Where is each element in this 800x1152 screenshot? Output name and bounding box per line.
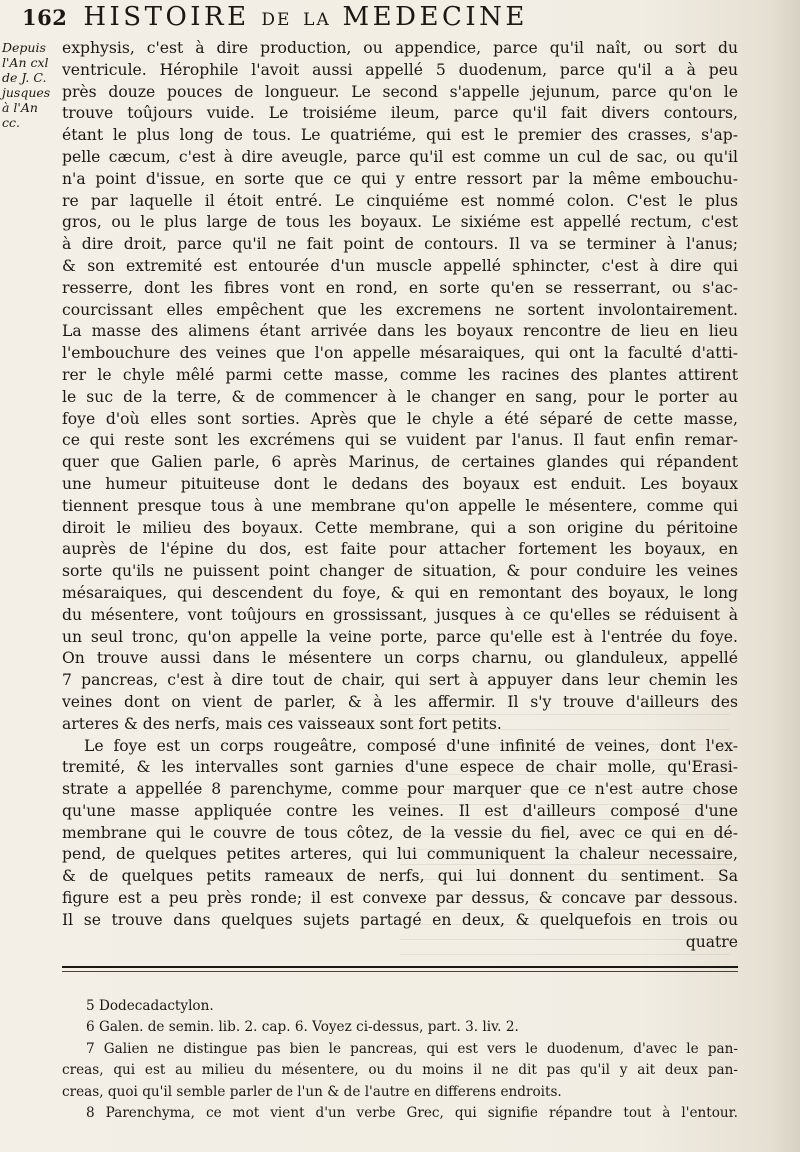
text-line: courcissant elles empêchent que les excremens ne sortent involontairement.: [62, 300, 738, 319]
catchword: quatre: [685, 932, 738, 951]
main-text: [62, 38, 738, 953]
footnote-6: 6 Galen. de semin. lib. 2. cap. 6. Voyez ci-dessus, part. 3. liv. 2.: [86, 1019, 519, 1036]
text-line: gros, ou le plus large de tous les boyaux. Le sixiéme est appellé rectum, c'est: [62, 213, 738, 232]
text-line: veines dont on vient de parler, & à les affermir. Il s'y trouve d'ailleurs des: [62, 692, 738, 711]
paragraph-liver: [62, 736, 738, 932]
footnote-rule: [62, 966, 738, 968]
footnote-5: 5 Dodecadactylon.: [86, 998, 214, 1014]
text-line: un seul tronc, qu'on appelle la veine porte, parce qu'elle est à l'entrée du foye.: [62, 627, 738, 646]
text-line: figure est a peu près ronde; il est convexe par dessus, & concave par dessous.: [62, 889, 738, 908]
footnotes: [62, 996, 738, 1124]
margin-note-line: Depuis: [2, 40, 46, 55]
text-line: le suc de la terre, & de commencer à le changer en sang, pour le porter au: [62, 387, 738, 406]
margin-note-line: de J. C.: [2, 70, 47, 85]
margin-note: [2, 40, 60, 130]
footnote-rule-thin: [62, 971, 738, 972]
title-word-histoire: HISTOIRE: [83, 2, 250, 32]
margin-note-line: jusques: [2, 85, 51, 100]
text-line: à dire droit, parce qu'il ne fait point de contours. Il va se terminer à l'anus;: [62, 235, 738, 254]
text-line: resserre, dont les fibres vont en rond, en sorte qu'en se resserrant, ou s'ac-: [62, 278, 738, 297]
text-line: rer le chyle mêlé parmi cette masse, comme les racines des plantes attirent: [62, 365, 738, 384]
text-line: membrane qui le couvre de tous côtez, de la vessie du fiel, avec ce qui en dé-: [62, 823, 738, 842]
text-line: Il se trouve dans quelques sujets partagé en deux, & quelquefois en trois ou: [62, 910, 738, 929]
text-line: auprès de l'épine du dos, est faite pour attacher fortement les boyaux, en: [62, 540, 738, 559]
margin-note-line: l'An cxl: [2, 55, 49, 70]
text-line: On trouve aussi dans le mésentere un corps charnu, ou glanduleux, appellé: [62, 649, 738, 668]
text-line: ventricule. Hérophile l'avoit aussi appellé 5 duodenum, parce qu'il a à peu: [62, 60, 738, 79]
text-line: & de quelques petits rameaux de nerfs, qui lui donnent du sentiment. Sa: [62, 867, 738, 886]
text-line: une humeur pituiteuse dont le dedans des boyaux est enduit. Les boyaux: [62, 474, 738, 493]
margin-note-line: cc.: [2, 115, 20, 130]
text-line: près douze pouces de longueur. Le second s'appelle jejunum, parce qu'on le: [62, 82, 738, 101]
text-line: Le foye est un corps rougeâtre, composé d'une infinité de veines, dont l'ex-: [84, 736, 738, 755]
text-line: sorte qu'ils ne puissent point changer de situation, & pour conduire les veines: [62, 562, 738, 581]
paragraph-intestines: [62, 38, 738, 736]
text-line: quer que Galien parle, 6 après Marinus, de certaines glandes qui répandent: [62, 453, 738, 472]
text-line: re par laquelle il étoit entré. Le cinquiéme est nommé colon. C'est le plus: [62, 191, 738, 210]
text-line: 7 pancreas, c'est à dire tout de chair, qui sert à appuyer dans leur chemin les: [62, 671, 738, 690]
footnote-7-end: creas, quoi qu'il semble parler de l'un & de l'autre en differens endroits.: [62, 1083, 562, 1100]
text-line: du mésentere, vont toûjours en grossissant, jusques à ce qu'elles se réduisent à: [62, 605, 738, 624]
footnote-7-cont: creas, qui est au milieu du mésentere, ou du moins il ne dit pas qu'il y ait deux pan-: [62, 1062, 738, 1079]
text-line: & son extremité est entourée d'un muscle appellé sphincter, c'est à dire qui: [62, 256, 738, 275]
running-header: [22, 2, 782, 36]
page-number: 162: [22, 5, 68, 30]
text-line: étant le plus long de tous. Le quatriéme, qui est le premier des crasses, s'ap-: [62, 126, 738, 145]
footnote-8: 8 Parenchyma, ce mot vient d'un verbe Grec, qui signifie répandre tout à l'entour.: [86, 1104, 738, 1121]
text-line: trouve toûjours vuide. Le troisiéme ileum, parce qu'il fait divers contours,: [62, 104, 738, 123]
title-word-la: LA: [303, 10, 331, 30]
title-word-de: DE: [261, 10, 292, 30]
text-line: qu'une masse appliquée contre les veines. Il est d'ailleurs composé d'une: [62, 801, 738, 820]
text-line: pelle cæcum, c'est à dire aveugle, parce qu'il est comme un cul de sac, ou qu'il: [62, 147, 738, 166]
text-line: ce qui reste sont les excrémens qui se vuident par l'anus. Il faut enfin remar-: [62, 431, 738, 450]
title-word-medecine: MEDECINE: [342, 2, 528, 32]
text-line: tiennent presque tous à une membrane qu'on appelle le mésentere, comme qui: [62, 496, 738, 515]
footnote-7: 7 Galien ne distingue pas bien le pancreas, qui est vers le duodenum, d'avec le pan-: [86, 1040, 738, 1057]
text-line: mésaraiques, qui descendent du foye, & qui en remontant des boyaux, le long: [62, 583, 738, 602]
text-line: foye d'où elles sont sorties. Après que le chyle a été séparé de cette masse,: [62, 409, 738, 428]
text-line: exphysis, c'est à dire production, ou appendice, parce qu'il naît, ou sort du: [62, 39, 738, 57]
text-line: pend, de quelques petites arteres, qui lui communiquent la chaleur necessaire,: [62, 845, 738, 864]
text-line: La masse des alimens étant arrivée dans les boyaux rencontre de lieu en lieu: [62, 322, 738, 341]
margin-note-line: à l'An: [2, 100, 38, 115]
running-title: [83, 2, 528, 32]
text-line: diroit le milieu des boyaux. Cette membrane, qui a son origine du péritoine: [62, 518, 738, 537]
text-line: l'embouchure des veines que l'on appelle mésaraiques, qui ont la faculté d'atti-: [62, 344, 738, 363]
text-line: tremité, & les intervalles sont garnies d'une espece de chair molle, qu'Erasi-: [62, 758, 738, 777]
text-line: arteres & des nerfs, mais ces vaisseaux sont fort petits.: [62, 714, 502, 733]
text-line: n'a point d'issue, en sorte que ce qui y entre ressort par la même embouchu-: [62, 169, 738, 188]
text-line: strate a appellée 8 parenchyme, comme pour marquer que ce n'est autre chose: [62, 780, 738, 799]
